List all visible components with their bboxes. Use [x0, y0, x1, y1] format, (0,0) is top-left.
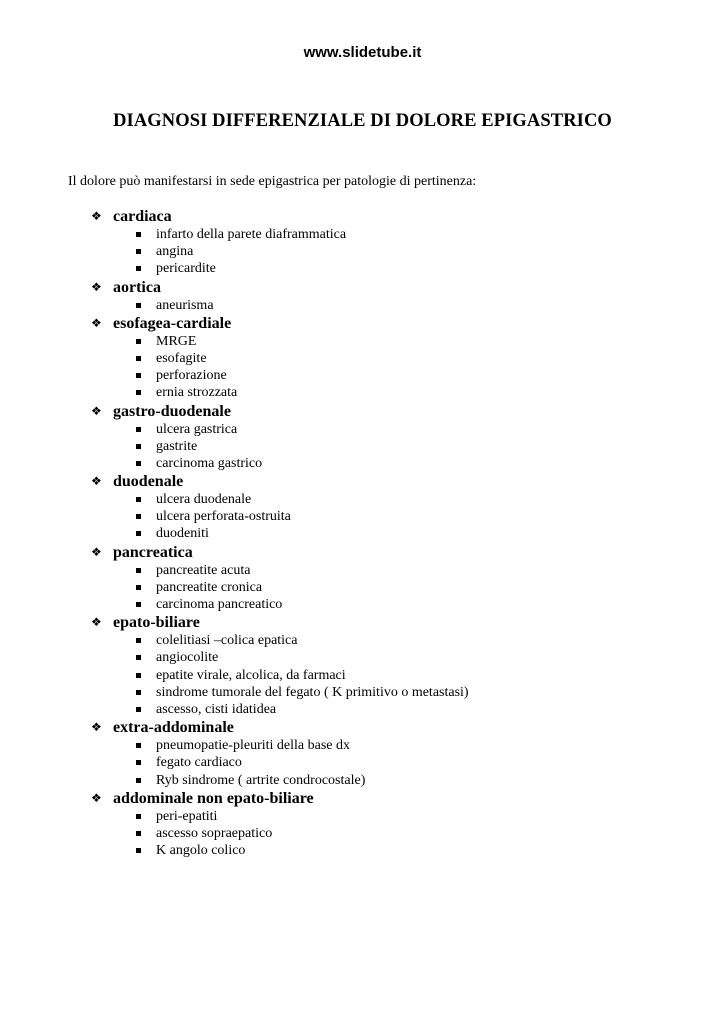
category-label: epato-biliare	[113, 614, 200, 632]
square-bullet-icon	[136, 249, 141, 254]
item-label: sindrome tumorale del fegato ( K primitivo o metastasi)	[156, 684, 469, 700]
page-title: DIAGNOSI DIFFERENZIALE DI DOLORE EPIGASTRICO	[113, 111, 612, 131]
item-label: aneurisma	[156, 297, 214, 313]
square-bullet-icon	[136, 585, 141, 590]
item-label: pericardite	[156, 261, 216, 277]
item-label: perforazione	[156, 368, 227, 384]
item-label: Ryb sindrome ( artrite condrocostale)	[156, 772, 366, 788]
square-bullet-icon	[136, 461, 141, 466]
square-bullet-icon	[136, 356, 141, 361]
square-bullet-icon	[136, 690, 141, 695]
square-bullet-icon	[136, 568, 141, 573]
square-bullet-icon	[136, 831, 141, 836]
square-bullet-icon	[136, 427, 141, 432]
item-label: duodeniti	[156, 526, 209, 542]
item-label: MRGE	[156, 333, 197, 349]
square-bullet-icon	[136, 232, 141, 237]
intro-text: Il dolore può manifestarsi in sede epigastrica per patologie di pertinenza:	[68, 174, 477, 189]
item-label: gastrite	[156, 438, 198, 454]
item-label: carcinoma pancreatico	[156, 597, 283, 612]
category-label: addominale non epato-biliare	[113, 789, 314, 807]
item-label: carcinoma gastrico	[156, 455, 263, 471]
item-label: ascesso sopraepatico	[156, 825, 273, 841]
square-bullet-icon	[136, 778, 141, 783]
item-label: ascesso, cisti idatidea	[156, 701, 277, 717]
item-label: peri-epatiti	[156, 808, 218, 824]
square-bullet-icon	[136, 848, 141, 853]
diamond-bullet-icon: ❖	[91, 615, 102, 630]
square-bullet-icon	[136, 707, 141, 712]
square-bullet-icon	[136, 444, 141, 449]
item-label: ulcera perforata-ostruita	[156, 509, 291, 525]
square-bullet-icon	[136, 814, 141, 819]
square-bullet-icon	[136, 638, 141, 643]
diamond-bullet-icon: ❖	[91, 720, 102, 735]
square-bullet-icon	[136, 390, 141, 395]
item-label: angina	[156, 244, 194, 260]
square-bullet-icon	[136, 339, 141, 344]
item-label: epatite virale, alcolica, da farmaci	[156, 667, 346, 683]
item-label: pancreatite cronica	[156, 579, 263, 595]
item-label: fegato cardiaco	[156, 755, 242, 771]
category-label: extra-addominale	[113, 719, 234, 737]
item-label: ulcera duodenale	[156, 492, 252, 508]
diamond-bullet-icon: ❖	[91, 315, 102, 330]
square-bullet-icon	[136, 373, 141, 378]
item-label: ernia strozzata	[156, 385, 238, 401]
diamond-bullet-icon: ❖	[91, 209, 102, 223]
diamond-bullet-icon: ❖	[91, 474, 102, 489]
square-bullet-icon	[136, 655, 141, 660]
item-label: infarto della parete diaframmatica	[156, 227, 347, 242]
category-label: gastro-duodenale	[113, 402, 231, 420]
item-label: K angolo colico	[156, 843, 246, 859]
square-bullet-icon	[136, 673, 141, 678]
category-label: esofagea-cardiale	[113, 314, 232, 332]
diamond-bullet-icon: ❖	[91, 790, 102, 805]
item-label: colelitiasi –colica epatica	[156, 633, 298, 649]
diamond-bullet-icon: ❖	[91, 279, 102, 294]
category-label: pancreatica	[113, 543, 193, 561]
item-label: angiocolite	[156, 650, 219, 666]
square-bullet-icon	[136, 531, 141, 536]
item-label: ulcera gastrica	[156, 421, 238, 437]
site-url: www.slidetube.it	[303, 44, 422, 61]
item-label: pancreatite acuta	[156, 562, 251, 578]
square-bullet-icon	[136, 497, 141, 502]
item-label: pneumopatie-pleuriti della base dx	[156, 738, 350, 754]
square-bullet-icon	[136, 514, 141, 519]
diamond-bullet-icon: ❖	[91, 403, 102, 418]
diamond-bullet-icon: ❖	[91, 544, 102, 559]
square-bullet-icon	[136, 760, 141, 765]
square-bullet-icon	[136, 266, 141, 271]
square-bullet-icon	[136, 303, 141, 308]
square-bullet-icon	[136, 602, 141, 607]
item-label: esofagite	[156, 350, 207, 366]
square-bullet-icon	[136, 743, 141, 748]
category-label: duodenale	[113, 473, 184, 491]
category-label: cardiaca	[113, 208, 172, 225]
category-label: aortica	[113, 278, 161, 296]
